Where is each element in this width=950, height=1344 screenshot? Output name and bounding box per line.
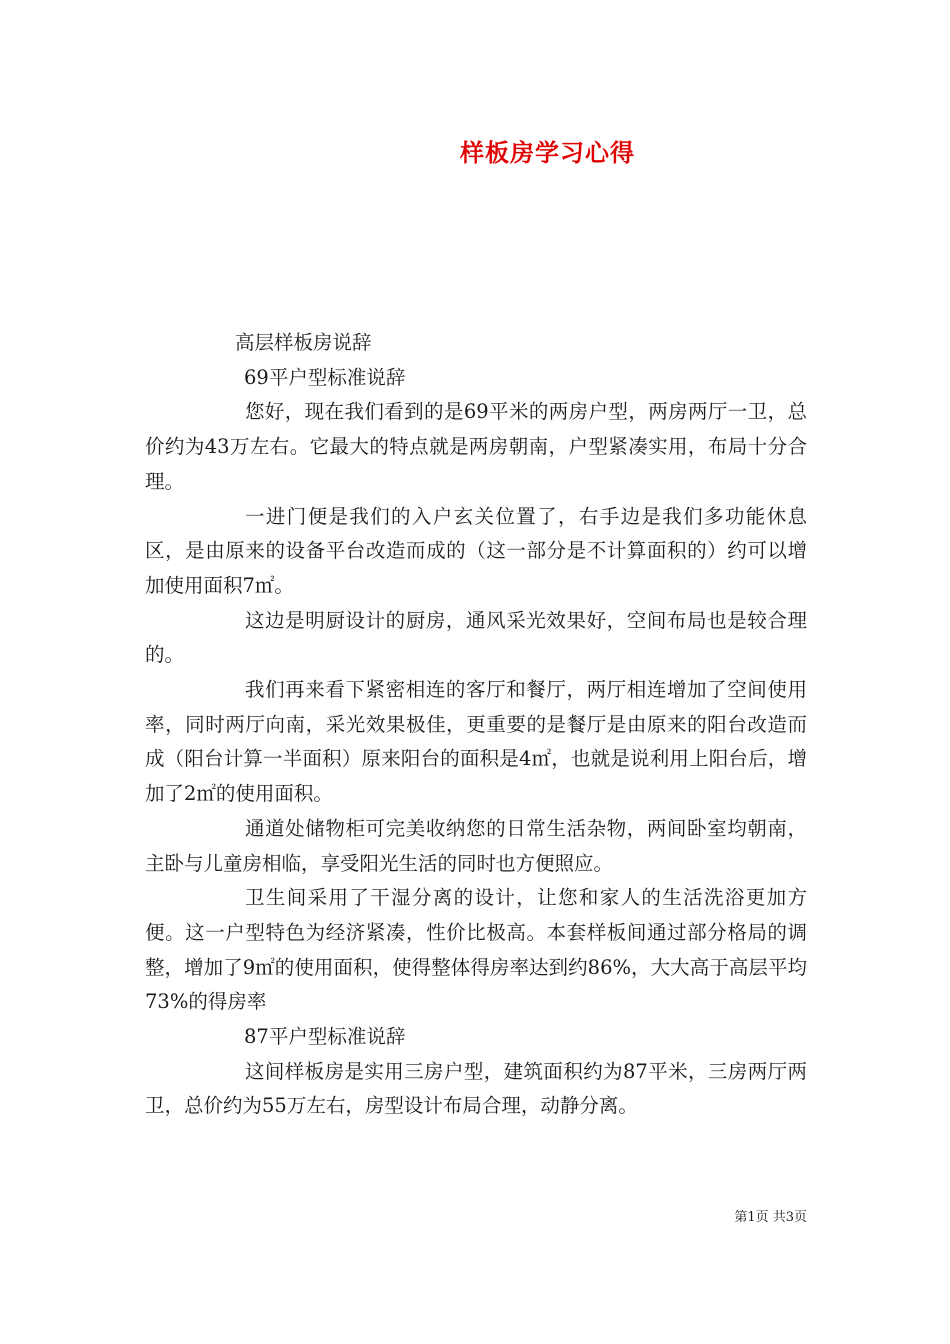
paragraph: 这边是明厨设计的厨房，通风采光效果好，空间布局也是较合理的。 (145, 608, 807, 667)
section-subtitle-69: 69平户型标准说辞 (244, 365, 406, 389)
document-body (145, 326, 807, 1124)
paragraph: 您好，现在我们看到的是69平米的两房户型，两房两厅一卫，总价约为43万左右。它最大的特点就是两房朝南，户型紧凑实用，布局十分合理。 (145, 400, 807, 493)
paragraph: 我们再来看下紧密相连的客厅和餐厅，两厅相连增加了空间使用率，同时两厅向南，采光效果极佳，更重要的是餐厅是由原来的阳台改造而成（阳台计算一半面积）原来阳台的面积是4㎡，也就是说利用上阳台后，增加了2㎡的使用面积。 (145, 678, 807, 806)
paragraph: 通道处储物柜可完美收纳您的日常生活杂物，两间卧室均朝南，主卧与儿童房相临，享受阳光生活的同时也方便照应。 (145, 816, 807, 875)
page-title: 样板房学习心得 (460, 138, 635, 167)
paragraph: 一进门便是我们的入户玄关位置了，右手边是我们多功能休息区，是由原来的设备平台改造而成的（这一部分是不计算面积的）约可以增加使用面积7㎡。 (145, 504, 807, 597)
paragraph: 卫生间采用了干湿分离的设计，让您和家人的生活洗浴更加方便。这一户型特色为经济紧凑，性价比极高。本套样板间通过部分格局的调整，增加了9㎡的使用面积，使得整体得房率达到约86%，大大高于高层平均73%的得房率 (145, 886, 807, 1014)
page-number-footer: 第1页 共3页 (734, 1210, 807, 1225)
document-heading: 高层样板房说辞 (235, 331, 372, 354)
section-subtitle-87: 87平户型标准说辞 (244, 1025, 406, 1049)
paragraph: 这间样板房是实用三房户型，建筑面积约为87平米，三房两厅两卫，总价约为55万左右，房型设计布局合理，动静分离。 (145, 1059, 807, 1118)
